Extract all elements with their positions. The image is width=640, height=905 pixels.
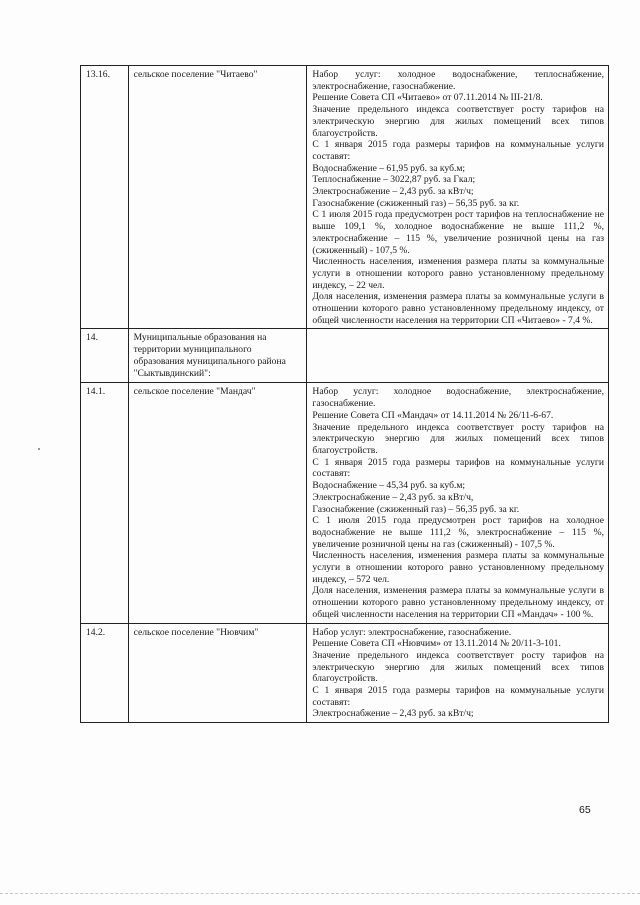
municipality-name: Муниципальные образования на территории муниципального образования муниципального района "Сыктывдинский": [128,329,307,383]
description-paragraph: Решение Совета СП «Читаево» от 07.11.2014 № III-21/8. [312,92,543,104]
description-paragraph: Значение предельного индекса соответствует росту тарифов на электрическую энергию для жилых помещений всех типов благоустройств. [312,104,604,139]
description-paragraph: Набор услуг: холодное водоснабжение, теплоснабжение, электроснабжение, газоснабжение. [312,69,604,92]
table-row [81,329,609,383]
description-paragraph: С 1 января 2015 года размеры тарифов на коммунальные услуги составят: [312,139,604,162]
description-paragraph: С 1 января 2015 года размеры тарифов на коммунальные услуги составят: [312,456,604,480]
municipality-name: сельское поселение "Мандач" [128,383,307,623]
description-paragraph: Теплоснабжение – 3022,87 руб. за Гкал; [312,174,476,186]
row-number: 14. [81,329,129,383]
tariff-description [307,623,609,723]
description-paragraph: Набор услуг: электроснабжение, газоснабжение. [312,626,512,638]
description-paragraph: Решение Совета СП «Нювчим» от 13.11.2014 № 20/11-3-101. [312,638,561,650]
description-paragraph: Доля населения, изменения размера платы за коммунальные услуги в отношении которого равно установленному предельному индексу, от общей численности населения на территории СП «Читаево» - 7,4 %. [312,291,604,326]
description-paragraph: Электроснабжение – 2,43 руб. за кВт/ч; [312,708,474,720]
description-paragraph: С 1 января 2015 года размеры тарифов на коммунальные услуги составят: [312,685,604,708]
row-number: 13.16. [81,66,129,329]
row-number: 14.2. [81,623,129,723]
description-paragraph: Численность населения, изменения размера платы за коммунальные услуги в отношении которого равно установленному предельному индексу, – 572 чел. [312,550,604,585]
table-row [81,383,609,623]
municipality-name: сельское поселение "Нювчим" [128,623,307,723]
tariff-table [80,65,609,723]
table-row [81,66,609,329]
page-bottom-rule [0,893,640,894]
description-paragraph: Решение Совета СП «Мандач» от 14.11.2014 № 26/11-6-67. [312,409,554,421]
page-number: 65 [579,804,591,816]
description-paragraph: Газоснабжение (сжиженный газ) – 56,35 руб. за кг. [312,503,520,515]
description-paragraph: Значение предельного индекса соответствует росту тарифов на электрическую энергию для жилых помещений всех типов благоустройств. [312,649,604,685]
description-paragraph: Электроснабжение – 2,43 руб. за кВт/ч; [312,186,474,198]
tariff-description [307,66,609,329]
description-paragraph: Численность населения, изменения размера платы за коммунальные услуги в отношении которого равно установленному предельному индексу, – 22 чел. [312,256,604,291]
row-number: 14.1. [81,383,129,623]
scan-artifact [38,448,40,450]
description-paragraph: Газоснабжение (сжиженный газ) – 56,35 руб. за кг. [312,197,520,209]
description-paragraph: С 1 июля 2015 года предусмотрен рост тарифов на теплоснабжение не выше 109,1 %, холодное водоснабжение не выше 111,2 %, электроснабжение – 115 %, увеличение розничной цены на газ (сжиженный) - 107,5 %. [312,209,604,256]
description-paragraph: Водоснабжение – 61,95 руб. за куб.м; [312,162,466,174]
tariff-description [307,383,609,623]
description-paragraph: Доля населения, изменения размера платы за коммунальные услуги в отношении которого равно установленному предельному индексу, от общей численности населения на территории СП «Мандач» - 100 %. [312,585,604,620]
municipality-name: сельское поселение "Читаево" [128,66,307,329]
description-paragraph: Водоснабжение – 45,34 руб. за куб.м; [312,480,466,492]
description-paragraph: Электроснабжение – 2,43 руб. за кВт/ч, [312,491,474,503]
description-paragraph: С 1 июля 2015 года предусмотрен рост тарифов на холодное водоснабжение не выше 111,2 %, электроснабжение – 115 %, увеличение розничной цены на газ (сжиженный) - 107,5 %. [312,515,604,550]
table-row [81,623,609,723]
description-paragraph: Набор услуг: холодное водоснабжение, электроснабжение, газоснабжение. [312,386,604,410]
tariff-description [307,329,609,383]
description-paragraph: Значение предельного индекса соответствует росту тарифов на электрическую энергию для жилых помещений всех типов благоустройств. [312,421,604,456]
